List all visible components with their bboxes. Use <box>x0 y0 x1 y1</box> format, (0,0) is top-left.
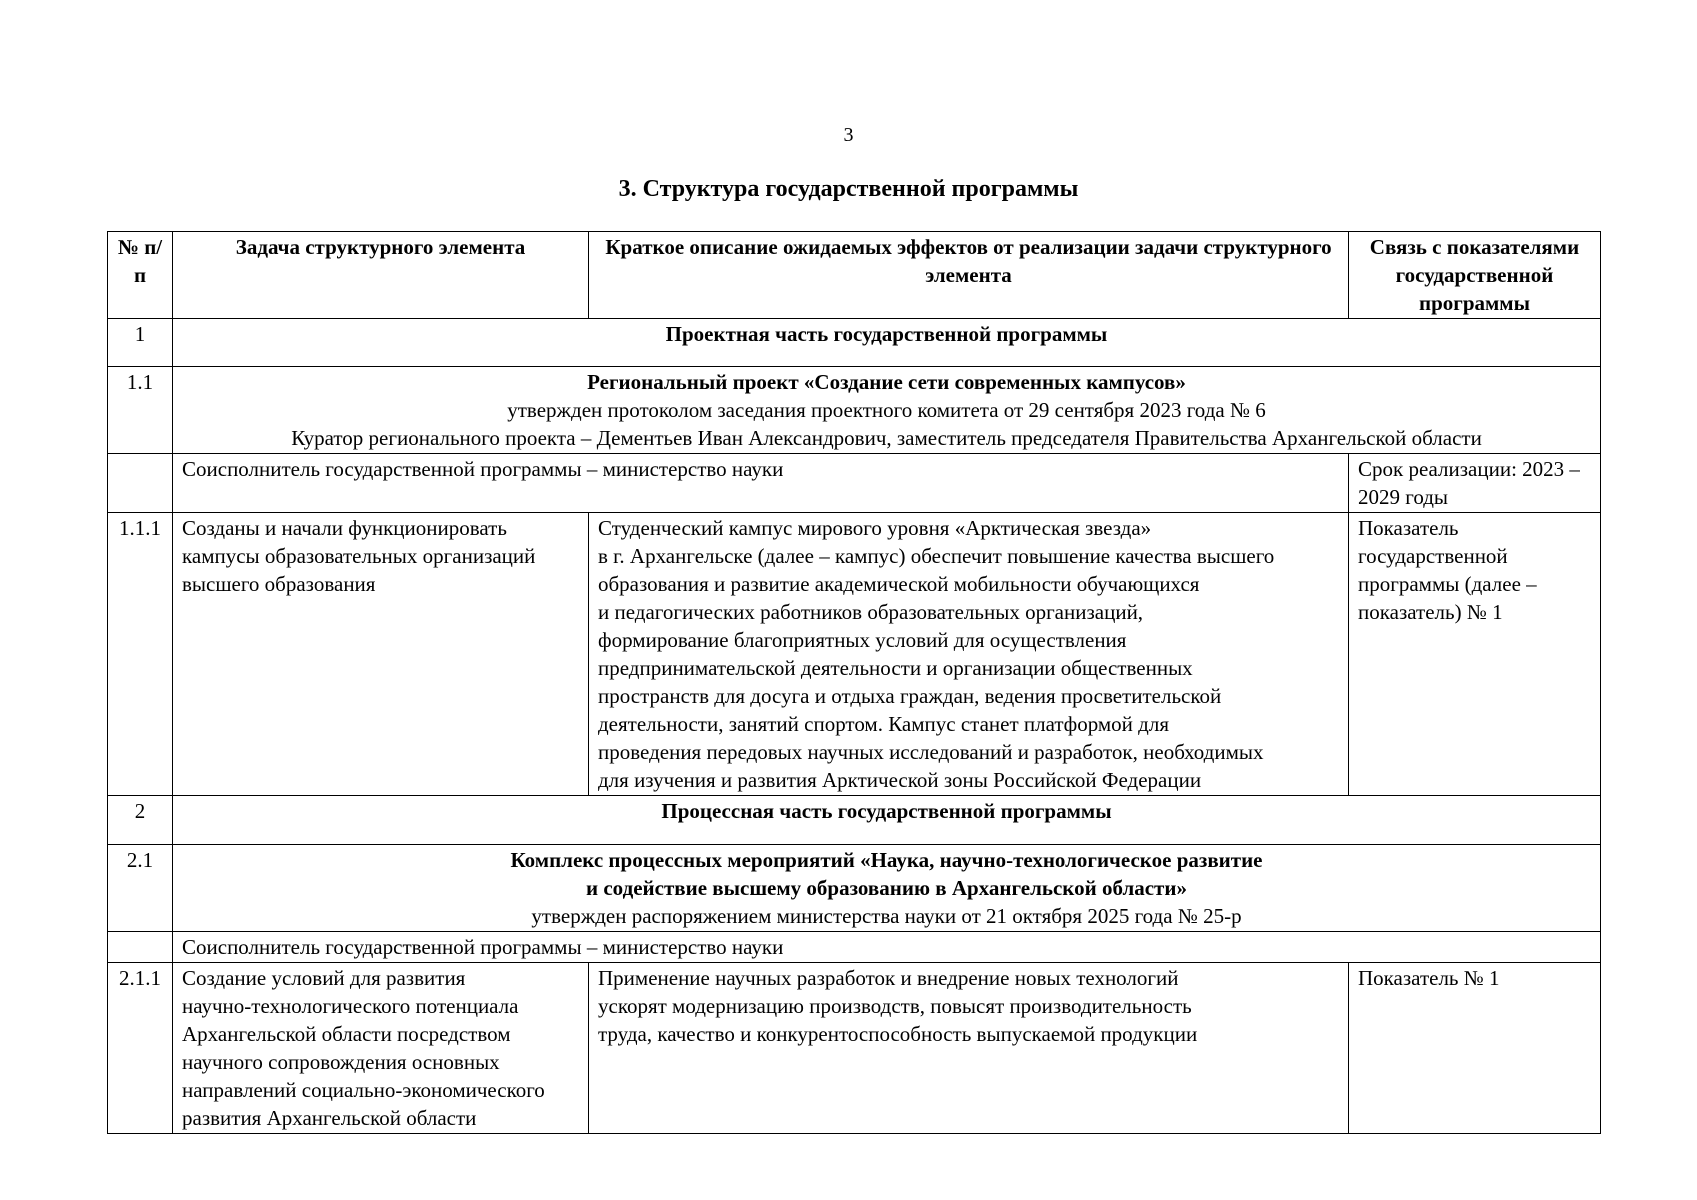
process-complex-cell <box>173 845 1601 932</box>
header-effects: Краткое описание ожидаемых эффектов от реализации задачи структурного элемента <box>589 232 1349 319</box>
regional-project-approval: утвержден протоколом заседания проектного комитета от 29 сентября 2023 года № 6 <box>507 398 1266 422</box>
regional-project-title: Региональный проект «Создание сети современных кампусов» <box>587 370 1186 394</box>
effects-line: предпринимательской деятельности и организации общественных <box>598 656 1193 680</box>
effects-line: пространств для досуга и отдыха граждан, ведения просветительской <box>598 684 1222 708</box>
effects-line: в г. Архангельске (далее – кампус) обеспечит повышение качества высшего <box>598 544 1275 568</box>
effects-line: и педагогических работников образовательных организаций, <box>598 600 1144 624</box>
table-row <box>108 513 1601 796</box>
effects-line: Применение научных разработок и внедрение новых технологий <box>598 966 1179 990</box>
table-row <box>108 367 1601 454</box>
header-num: № п/п <box>108 232 173 319</box>
effects-cell <box>589 513 1349 796</box>
row-number: 2.1 <box>108 845 173 932</box>
table-row <box>108 932 1601 963</box>
table-row <box>108 963 1601 1134</box>
section-title: Процессная часть государственной программы <box>173 796 1601 845</box>
task-line: Архангельской области посредством <box>182 1022 511 1046</box>
row-number: 1 <box>108 319 173 367</box>
link-cell: Показатель государственной программы (далее – показатель) № 1 <box>1349 513 1601 796</box>
task-cell <box>173 963 589 1134</box>
effects-line: формирование благоприятных условий для осуществления <box>598 628 1127 652</box>
structure-table <box>107 231 1601 1134</box>
task-line: развития Архангельской области <box>182 1106 477 1130</box>
table-row <box>108 319 1601 367</box>
header-link: Связь с показателями государственной программы <box>1349 232 1601 319</box>
link-cell: Показатель № 1 <box>1349 963 1601 1134</box>
effects-line: труда, качество и конкурентоспособность выпускаемой продукции <box>598 1022 1198 1046</box>
table-row <box>108 796 1601 845</box>
task-cell: Созданы и начали функционировать кампусы образовательных организаций высшего образования <box>173 513 589 796</box>
row-number: 2 <box>108 796 173 845</box>
row-number: 1.1.1 <box>108 513 173 796</box>
effects-line: образования и развитие академической мобильности обучающихся <box>598 572 1200 596</box>
coexecutor-cell: Соисполнитель государственной программы – министерство науки <box>173 454 1349 513</box>
effects-line: Студенческий кампус мирового уровня «Арктическая звезда» <box>598 516 1152 540</box>
effects-line: ускорят модернизацию производств, повысят производительность <box>598 994 1192 1018</box>
task-line: Создание условий для развития <box>182 966 466 990</box>
task-line: научно-технологического потенциала <box>182 994 519 1018</box>
page-title: 3. Структура государственной программы <box>618 176 1079 202</box>
header-task: Задача структурного элемента <box>173 232 589 319</box>
task-line: научного сопровождения основных <box>182 1050 500 1074</box>
row-number: 1.1 <box>108 367 173 454</box>
effects-line: проведения передовых научных исследований и разработок, необходимых <box>598 740 1264 764</box>
regional-project-cell <box>173 367 1601 454</box>
table-row <box>108 454 1601 513</box>
page-number: 3 <box>843 124 854 146</box>
effects-line: для изучения и развития Арктической зоны Российской Федерации <box>598 768 1202 792</box>
process-complex-title: Комплекс процессных мероприятий «Наука, научно-технологическое развитие <box>510 848 1263 872</box>
term-cell: Срок реализации: 2023 – 2029 годы <box>1349 454 1601 513</box>
row-number-empty <box>108 932 173 963</box>
table-row <box>108 845 1601 932</box>
process-complex-approval: утвержден распоряжением министерства науки от 21 октября 2025 года № 25-р <box>531 904 1242 928</box>
regional-project-curator: Куратор регионального проекта – Дементьев Иван Александрович, заместитель председателя Правительства Архангельской области <box>291 426 1482 450</box>
section-title: Проектная часть государственной программы <box>173 319 1601 367</box>
task-line: направлений социально-экономического <box>182 1078 545 1102</box>
effects-line: деятельности, занятий спортом. Кампус станет платформой для <box>598 712 1169 736</box>
row-number-empty <box>108 454 173 513</box>
process-complex-title: и содействие высшему образованию в Архангельской области» <box>586 876 1187 900</box>
coexecutor-cell: Соисполнитель государственной программы – министерство науки <box>173 932 1601 963</box>
row-number: 2.1.1 <box>108 963 173 1134</box>
effects-cell <box>589 963 1349 1134</box>
table-header-row <box>108 232 1601 319</box>
